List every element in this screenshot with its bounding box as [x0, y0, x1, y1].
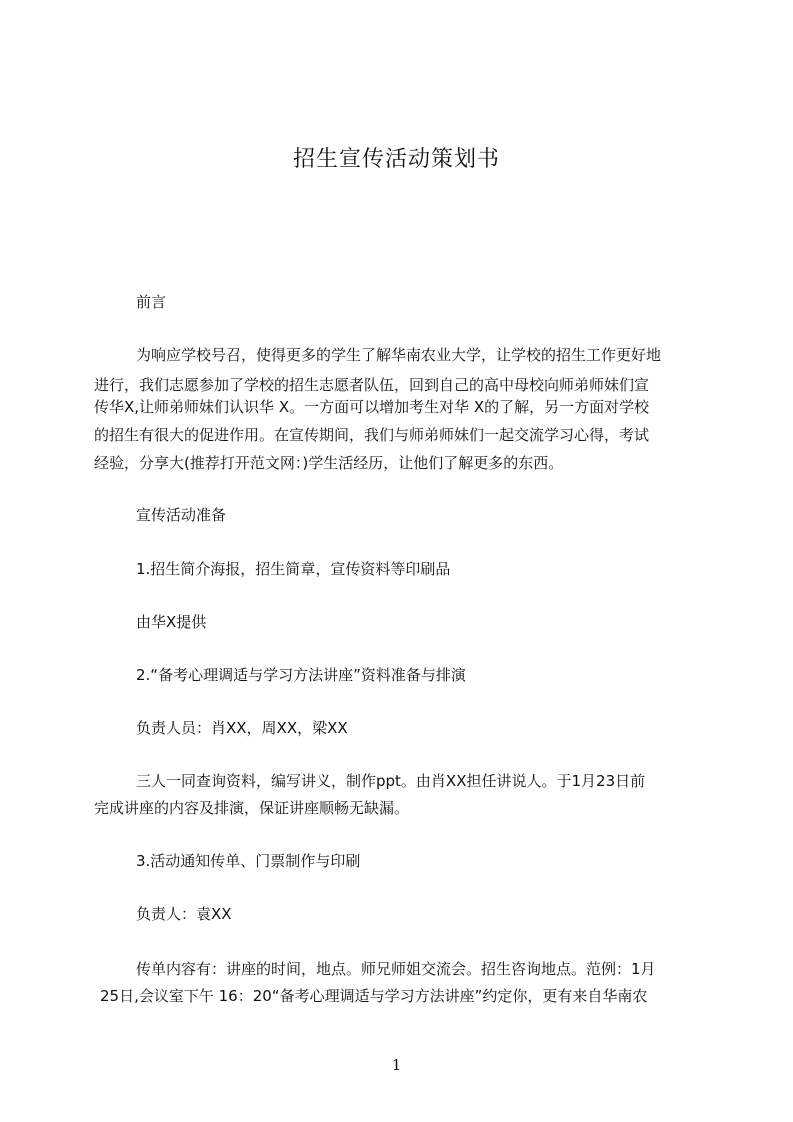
prep-heading: 宣传活动准备 — [136, 506, 227, 524]
preface-line-2: 进行，我们志愿参加了学校的招生志愿者队伍，回到自己的高中母校向师弟师妹们宣 — [94, 376, 650, 394]
item-2-desc-line-2: 完成讲座的内容及排演，保证讲座顺畅无缺漏。 — [94, 799, 410, 817]
preface-line-3: 传华X,让师弟师妹们认识华 X。一方面可以增加考生对华 X的了解，另一方面对学校 — [94, 398, 650, 416]
preface-line-1: 为响应学校号召，使得更多的学生了解华南农业大学，让学校的招生工作更好地 — [136, 346, 662, 364]
preface-line-4: 的招生有很大的促进作用。在宣传期间，我们与师弟师妹们一起交流学习心得，考试 — [94, 426, 650, 444]
item-3: 3.活动通知传单、门票制作与印刷 — [136, 852, 361, 870]
item-2-desc-line-1: 三人一同查询资料，编写讲义，制作ppt。由肖XX担任讲说人。于1月23日前 — [136, 772, 646, 790]
item-1: 1.招生简介海报，招生简章，宣传资料等印刷品 — [136, 560, 451, 578]
preface-line-5: 经验，分享大(推荐打开范文网：)学生活经历，让他们了解更多的东西。 — [94, 454, 564, 472]
item-3-staff: 负责人：袁XX — [136, 905, 232, 923]
preface-heading: 前言 — [136, 293, 167, 311]
item-3-desc-line-2: 25日,会议室下午 16：20“备考心理调适与学习方法讲座”约定你，更有来自华南农 — [100, 987, 648, 1005]
item-1-note: 由华X提供 — [136, 613, 207, 631]
page-number: 1 — [391, 1056, 402, 1074]
item-3-desc-line-1: 传单内容有：讲座的时间，地点。师兄师姐交流会。招生咨询地点。范例：1月 — [136, 960, 656, 978]
item-2-staff: 负责人员：肖XX，周XX，梁XX — [136, 719, 348, 737]
document-title: 招生宣传活动策划书 — [292, 147, 500, 172]
item-2: 2.“备考心理调适与学习方法讲座”资料准备与排演 — [136, 666, 466, 684]
